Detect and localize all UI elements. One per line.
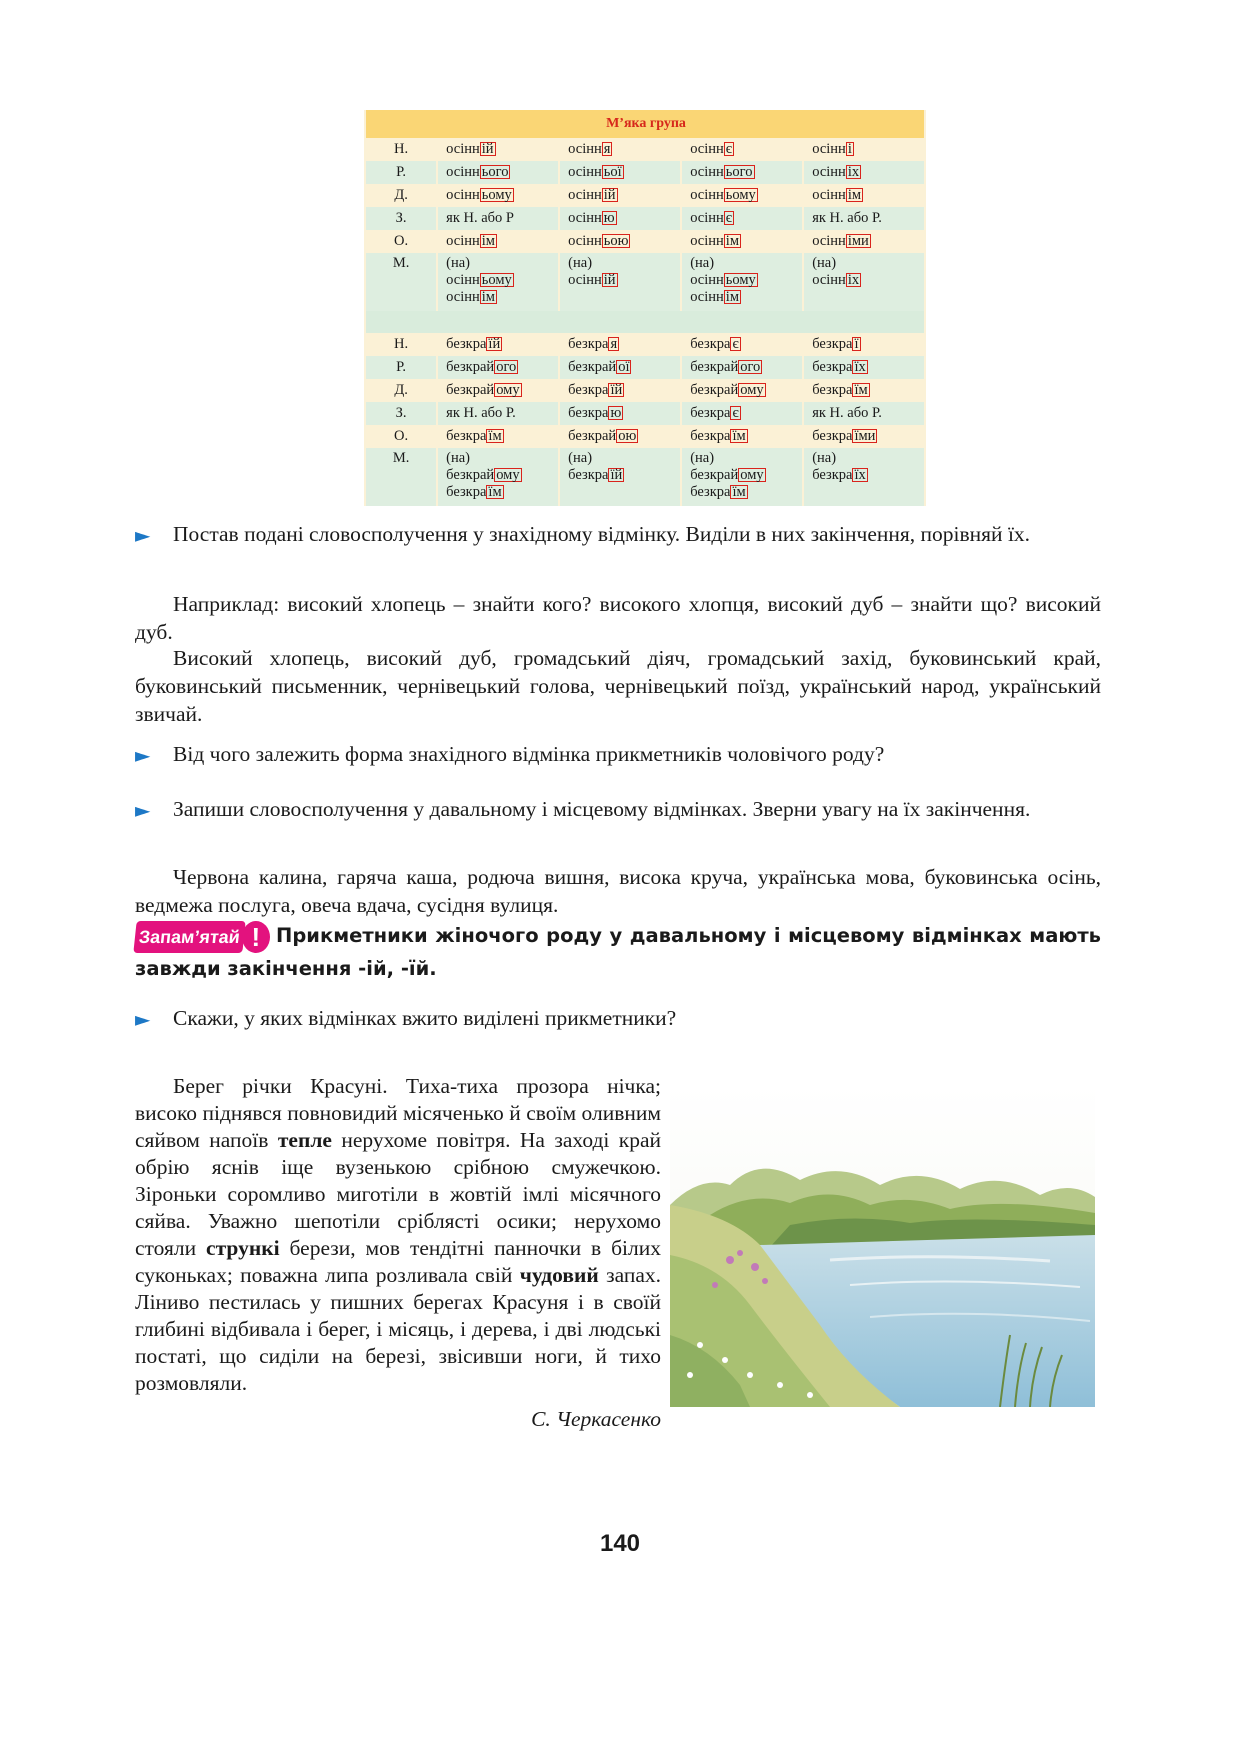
table-title: М’яка група	[366, 110, 924, 138]
word-ending: їм	[488, 484, 502, 500]
table-cell	[438, 184, 558, 207]
story-part-4: запах. Ліниво пестилась у пишних берегах Красуня і в своїй глибині відбивала і берег, і місяць, і дерева, і дві людські постаті, що сиділи на березі, звісивши ноги, й тихо розмовляли.	[135, 1263, 661, 1395]
task-4	[135, 1004, 1139, 1032]
table-cell	[804, 138, 924, 161]
word-stem: безкра	[690, 336, 731, 352]
word-stem: як Н. або Р.	[812, 210, 882, 226]
table-cell	[438, 161, 558, 184]
table-cell	[438, 425, 558, 448]
word-stem: безкрай	[690, 382, 739, 398]
table-cell	[438, 402, 558, 425]
word-ending: ю	[610, 405, 622, 421]
bullet-arrow-icon: ►	[135, 798, 151, 822]
table-row	[366, 448, 924, 506]
word-stem: (на)	[690, 450, 715, 466]
word-stem: (на)	[446, 450, 471, 466]
table-row	[366, 230, 924, 253]
word-ending: ьою	[603, 233, 629, 249]
case-label: Р.	[366, 161, 436, 184]
story-text	[135, 1073, 661, 1397]
bullet-arrow-icon: ►	[135, 743, 151, 767]
table-row	[366, 207, 924, 230]
word-stem: безкрай	[568, 359, 617, 375]
table-cell	[682, 253, 802, 311]
table-row	[366, 425, 924, 448]
word-stem: осінн	[446, 272, 480, 288]
declension-table	[364, 110, 926, 506]
task-2-instruction: Від чого залежить форма знахідного відмінка прикметників чоловічого роду?	[173, 742, 885, 766]
task-1-instruction: Постав подані словосполучення у знахідному відмінку. Виділи в них закінчення, порівняй їх.	[173, 522, 1031, 546]
table-row	[366, 138, 924, 161]
word-stem: (на)	[690, 255, 715, 271]
word-stem: осінн	[568, 187, 602, 203]
word-stem: безкра	[812, 467, 853, 483]
case-label: М.	[366, 448, 436, 506]
table-cell	[438, 448, 558, 506]
word-stem: безкра	[568, 382, 609, 398]
word-stem: осінн	[690, 272, 724, 288]
word-ending: ого	[496, 359, 517, 375]
word-ending: ій	[603, 187, 616, 203]
river-landscape-illustration	[670, 1085, 1095, 1407]
word-ending: ім	[847, 187, 862, 203]
word-ending: їй	[610, 467, 623, 483]
page-number: 140	[599, 1530, 641, 1557]
table-cell	[682, 333, 802, 356]
word-stem: безкра	[446, 428, 487, 444]
table-cell	[560, 356, 680, 379]
word-stem: безкра	[812, 428, 853, 444]
word-stem: осінн	[446, 141, 480, 157]
word-ending: їх	[854, 359, 866, 375]
word-stem: осінн	[568, 141, 602, 157]
word-ending: їй	[610, 382, 623, 398]
task-3-words-block	[135, 863, 1101, 919]
table-cell	[438, 379, 558, 402]
word-ending: є	[725, 141, 733, 157]
word-stem: безкра	[812, 359, 853, 375]
case-label: О.	[366, 230, 436, 253]
case-label: О.	[366, 425, 436, 448]
word-stem: безкрай	[690, 359, 739, 375]
word-stem: безкра	[812, 336, 853, 352]
table-row	[366, 253, 924, 311]
table-cell	[804, 161, 924, 184]
table-group-divider	[366, 311, 924, 333]
table-cell	[560, 333, 680, 356]
table-cell	[804, 184, 924, 207]
word-ending: їми	[854, 428, 876, 444]
word-stem: осінн	[812, 164, 846, 180]
highlighted-adjective-1: тепле	[277, 1128, 332, 1152]
table-cell	[560, 425, 680, 448]
table-cell	[560, 138, 680, 161]
table-cell	[438, 230, 558, 253]
table-row	[366, 402, 924, 425]
table-cell	[804, 253, 924, 311]
word-stem: осінн	[568, 164, 602, 180]
word-ending: ім	[725, 233, 740, 249]
bullet-arrow-icon: ►	[135, 1007, 151, 1031]
task-4-instruction: Скажи, у яких відмінках вжито виділені прикметники?	[173, 1006, 677, 1030]
case-label: М.	[366, 253, 436, 311]
word-ending: є	[732, 405, 739, 421]
remember-badge: Запам’ятай	[133, 921, 245, 953]
word-stem: безкрай	[446, 359, 495, 375]
table-cell	[560, 230, 680, 253]
word-ending: іх	[847, 164, 860, 180]
word-ending: ьому	[725, 187, 756, 203]
table-cell	[560, 379, 680, 402]
word-ending: їм	[732, 428, 746, 444]
remember-rule-text: Прикметники жіночого роду у давальному і місцевому відмінках мають завжди закінчення -ій, -їй.	[135, 924, 1101, 981]
word-stem: осінн	[568, 233, 602, 249]
word-ending: ю	[603, 210, 615, 226]
word-stem: безкра	[568, 336, 609, 352]
word-stem: осінн	[690, 141, 724, 157]
word-ending: ому	[496, 382, 520, 398]
word-ending: ім	[725, 289, 740, 305]
word-stem: осінн	[446, 164, 480, 180]
table-cell	[438, 253, 558, 311]
word-stem: безкра	[690, 428, 731, 444]
word-ending: їх	[854, 467, 866, 483]
word-stem: безкра	[568, 405, 609, 421]
task-1-example: Наприклад: високий хлопець – знайти кого? високого хлопця, високий дуб – знайти що? високий дуб.	[135, 592, 1101, 644]
highlighted-adjective-3: чудовий	[519, 1263, 599, 1287]
table-row	[366, 161, 924, 184]
story-part-3: берези, мов тендітні панночки в білих суконьках; поважна липа розливала свій	[135, 1236, 662, 1287]
table-cell	[682, 207, 802, 230]
word-ending: є	[732, 336, 739, 352]
story-part-1: Берег річки Красуні. Тиха-тиха прозора нічка; високо піднявся повновидий місяченько й своїм оливним сяйвом напоїв	[135, 1074, 661, 1152]
word-stem: як Н. або Р.	[812, 405, 882, 421]
word-stem: осінн	[446, 289, 480, 305]
table-cell	[682, 161, 802, 184]
word-stem: осінн	[446, 187, 480, 203]
word-ending: іми	[847, 233, 869, 249]
word-stem: безкра	[446, 336, 487, 352]
word-stem: безкра	[568, 467, 609, 483]
exclamation-icon: !	[242, 921, 270, 953]
word-stem: (на)	[568, 450, 593, 466]
table-cell	[438, 138, 558, 161]
word-stem: (на)	[812, 450, 837, 466]
case-label: Н.	[366, 333, 436, 356]
table-cell	[438, 207, 558, 230]
table-cell	[682, 379, 802, 402]
table-cell	[560, 448, 680, 506]
word-stem: осінн	[690, 289, 724, 305]
word-ending: ої	[618, 359, 630, 375]
table-cell	[682, 138, 802, 161]
word-stem: осінн	[812, 233, 846, 249]
word-ending: я	[603, 141, 611, 157]
word-ending: ім	[481, 233, 495, 249]
word-ending: ому	[740, 382, 764, 398]
table-cell	[682, 448, 802, 506]
word-ending: я	[610, 336, 618, 352]
table-cell	[682, 425, 802, 448]
word-ending: ому	[496, 467, 520, 483]
word-ending: ьому	[725, 272, 756, 288]
word-stem: як Н. або Р	[446, 210, 514, 226]
case-label: Д.	[366, 184, 436, 207]
word-ending: їй	[488, 336, 501, 352]
word-stem: осінн	[568, 272, 602, 288]
table-cell	[804, 379, 924, 402]
word-stem: осінн	[690, 210, 724, 226]
case-label: Р.	[366, 356, 436, 379]
case-label: Д.	[366, 379, 436, 402]
word-stem: осінн	[446, 233, 480, 249]
word-ending: ім	[481, 289, 495, 305]
table-row	[366, 379, 924, 402]
table-cell	[438, 356, 558, 379]
task-1-words: Високий хлопець, високий дуб, громадський діяч, громадський захід, буковинський край, буковинський письменник, чернівецький голова, чернівецький поїзд, український народ, український звичай.	[135, 646, 1101, 726]
word-stem: осінн	[812, 141, 846, 157]
task-3-instruction: Запиши словосполучення у давальному і місцевому відмінках. Зверни увагу на їх закінчення.	[173, 797, 1031, 821]
word-ending: і	[847, 141, 852, 157]
word-ending: ьому	[481, 272, 512, 288]
word-stem: осінн	[812, 187, 846, 203]
word-ending: іх	[847, 272, 860, 288]
table-cell	[560, 402, 680, 425]
case-label: З.	[366, 207, 436, 230]
highlighted-adjective-2: стрункі	[206, 1236, 280, 1260]
word-stem: осінн	[690, 233, 724, 249]
table-cell	[682, 356, 802, 379]
table-cell	[804, 230, 924, 253]
word-stem: (на)	[568, 255, 593, 271]
word-stem: як Н. або Р.	[446, 405, 516, 421]
story-author: С. Черкасенко	[531, 1407, 661, 1431]
table-cell	[682, 184, 802, 207]
task-3-words: Червона калина, гаряча каша, родюча вишня, висока круча, українська мова, буковинська осінь, ведмежа послуга, овеча вдача, сусідня вулиця.	[135, 865, 1101, 917]
word-ending: ого	[740, 359, 761, 375]
task-3	[135, 795, 1139, 823]
word-stem: осінн	[568, 210, 602, 226]
word-stem: безкрай	[690, 467, 739, 483]
word-ending: ього	[725, 164, 753, 180]
table-cell	[438, 333, 558, 356]
table-cell	[682, 402, 802, 425]
word-stem: безкра	[812, 382, 853, 398]
task-1	[135, 520, 1139, 548]
table-cell	[560, 207, 680, 230]
word-stem: (на)	[812, 255, 837, 271]
word-ending: ї	[854, 336, 859, 352]
table-cell	[804, 356, 924, 379]
word-ending: ього	[481, 164, 509, 180]
word-stem: осінн	[812, 272, 846, 288]
table-row	[366, 356, 924, 379]
word-ending: є	[725, 210, 733, 226]
word-stem: безкра	[446, 484, 487, 500]
word-ending: їм	[732, 484, 746, 500]
table-cell	[804, 425, 924, 448]
word-stem: осінн	[690, 187, 724, 203]
word-ending: ою	[618, 428, 637, 444]
word-stem: безкра	[690, 484, 731, 500]
table-row	[366, 184, 924, 207]
word-stem: безкрай	[446, 467, 495, 483]
word-ending: їм	[488, 428, 502, 444]
word-ending: ій	[481, 141, 494, 157]
case-label: З.	[366, 402, 436, 425]
table-cell	[804, 448, 924, 506]
table-cell	[804, 402, 924, 425]
table-cell	[804, 207, 924, 230]
table-cell	[804, 333, 924, 356]
task-1-words-block	[135, 644, 1101, 728]
word-stem: безкра	[690, 405, 731, 421]
word-stem: безкрай	[446, 382, 495, 398]
task-1-example-block	[135, 590, 1101, 646]
word-ending: ому	[740, 467, 764, 483]
story-part-2: нерухоме повітря. На заході край обрію яснів іще вузенькою срібною смужечкою. Зіроньки соромливо миготіли в жовтій імлі місячного сяйва. Уважно шепотіли сріблясті осики; нерухомо стояли	[135, 1128, 662, 1260]
word-stem: (на)	[446, 255, 471, 271]
word-stem: безкрай	[568, 428, 617, 444]
table-cell	[560, 161, 680, 184]
case-label: Н.	[366, 138, 436, 161]
table-cell	[560, 253, 680, 311]
remember-block	[135, 920, 1101, 984]
word-ending: їм	[854, 382, 868, 398]
word-stem: осінн	[690, 164, 724, 180]
word-ending: ій	[603, 272, 616, 288]
table-cell	[682, 230, 802, 253]
word-ending: ьому	[481, 187, 512, 203]
table-row	[366, 333, 924, 356]
word-ending: ьої	[603, 164, 622, 180]
bullet-arrow-icon: ►	[135, 523, 151, 547]
table-cell	[560, 184, 680, 207]
task-2	[135, 740, 1139, 768]
